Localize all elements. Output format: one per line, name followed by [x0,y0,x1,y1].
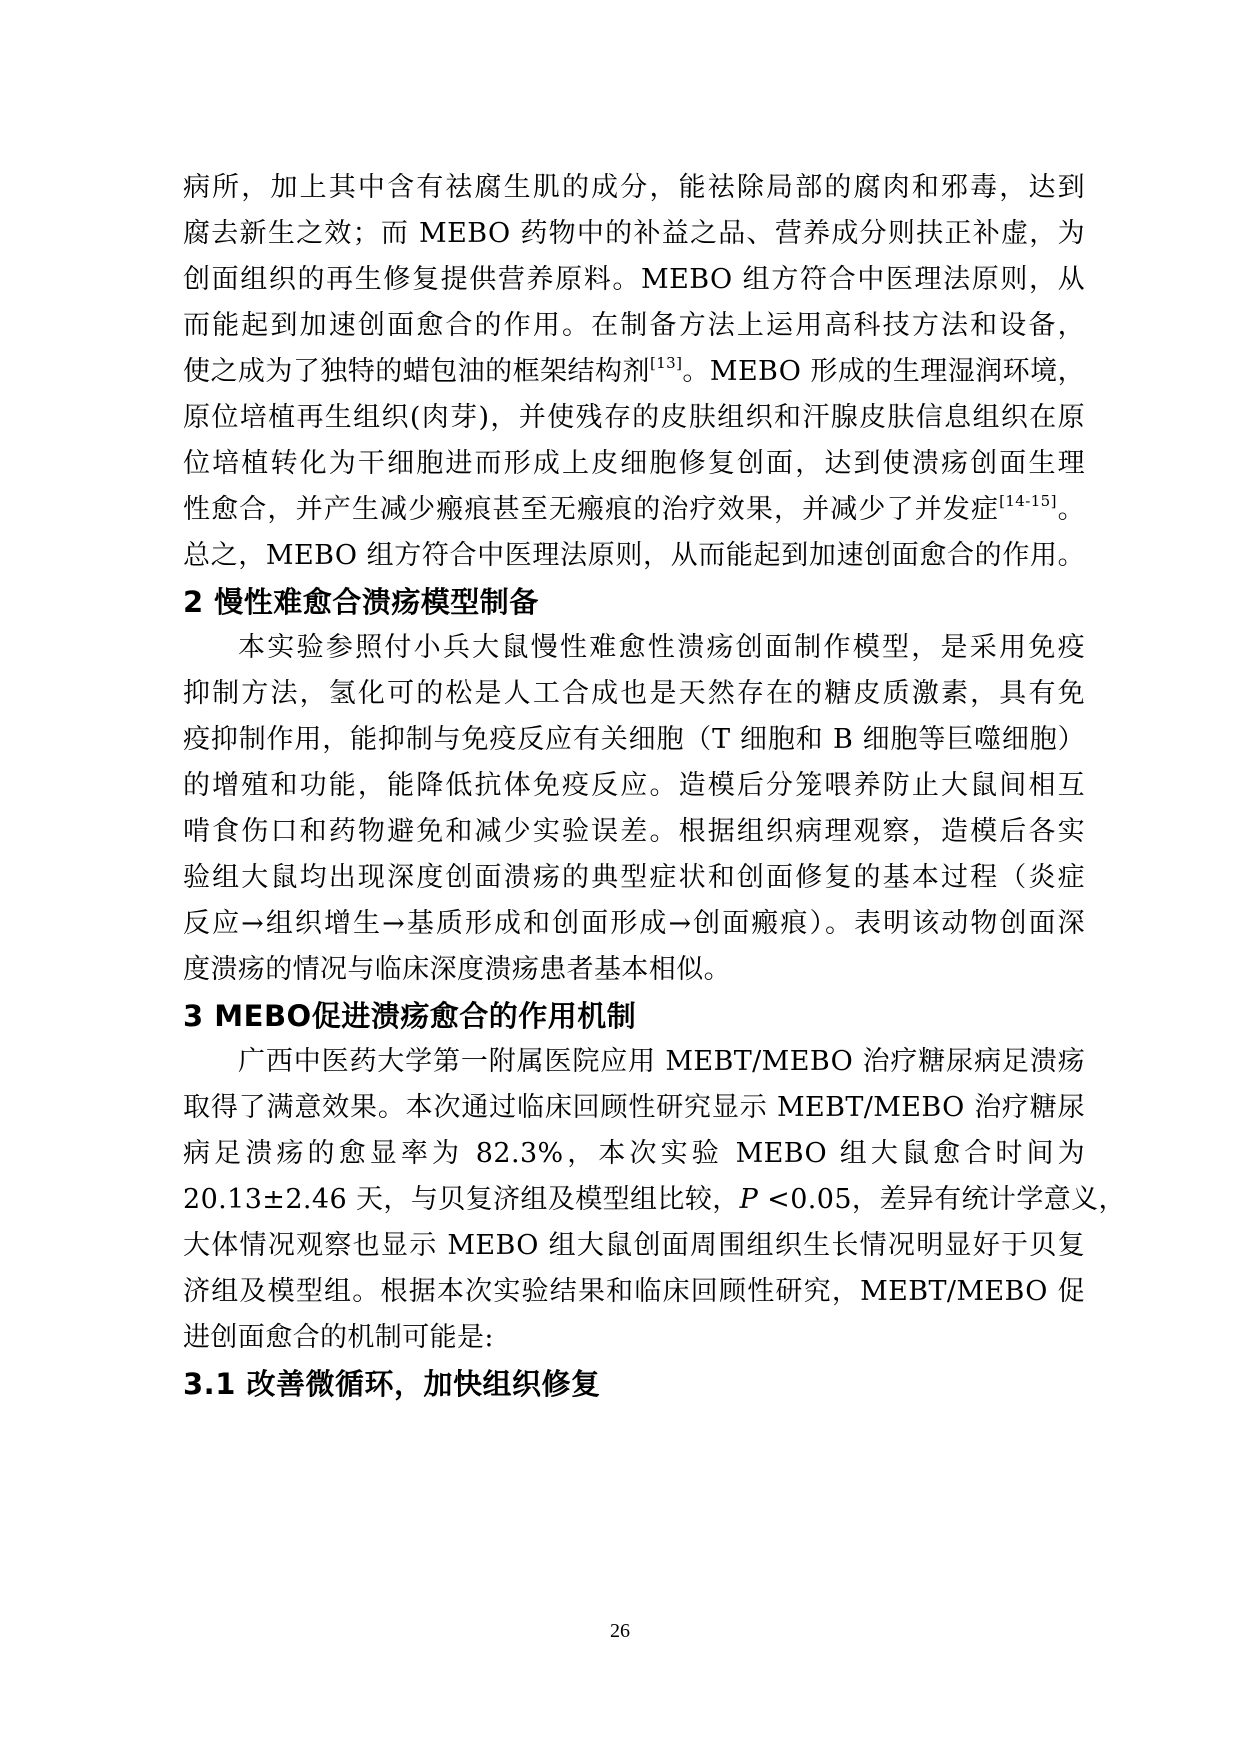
text-line: 腐去新生之效；而 MEBO 药物中的补益之品、营养成分则扶正补虚，为 [183,218,1085,249]
subsection-heading: 3.1 改善微循环，加快组织修复 [183,1367,601,1401]
citation-ref: [14-15] [999,492,1057,510]
text-segment: <0.05，差异有统计学意义， [758,1184,1126,1215]
text-line: 疫抑制作用，能抑制与免疫反应有关细胞（T 细胞和 B 细胞等巨噬细胞） [183,724,1085,755]
text-line: 的增殖和功能，能降低抗体免疫反应。造模后分笼喂养防止大鼠间相互 [183,770,1085,801]
text-line: 而能起到加速创面愈合的作用。在制备方法上运用高科技方法和设备， [183,310,1085,341]
text-line: 取得了满意效果。本次通过临床回顾性研究显示 MEBT/MEBO 治疗糖尿 [183,1092,1085,1123]
text-line: 创面组织的再生修复提供营养原料。MEBO 组方符合中医理法原则，从 [183,264,1085,295]
text-line: 验组大鼠均出现深度创面溃疡的典型症状和创面修复的基本过程（炎症 [183,862,1085,893]
text-line: 总之，MEBO 组方符合中医理法原则，从而能起到加速创面愈合的作用。 [183,540,1085,571]
citation-ref: [13] [649,354,683,372]
section-heading: 3 MEBO促进溃疡愈合的作用机制 [183,999,637,1033]
text-line: 抑制方法，氢化可的松是人工合成也是天然存在的糖皮质激素，具有免 [183,678,1085,709]
text-line: 原位培植再生组织(肉芽)，并使残存的皮肤组织和汗腺皮肤信息组织在原 [183,402,1085,433]
text-line: 反应→组织增生→基质形成和创面形成→创面瘢痕）。表明该动物创面深 [183,908,1085,939]
text-segment: 。 [1056,494,1085,525]
text-segment: 性愈合，并产生减少瘢痕甚至无瘢痕的治疗效果，并减少了并发症 [183,494,1000,525]
text-line [183,490,1085,532]
text-line: 济组及模型组。根据本次实验结果和临床回顾性研究，MEBT/MEBO 促 [183,1276,1085,1307]
text-line: 病所，加上其中含有祛腐生肌的成分，能祛除局部的腐肉和邪毒，达到 [183,172,1085,203]
text-line: 度溃疡的情况与临床深度溃疡患者基本相似。 [183,954,731,985]
text-line [183,1180,1126,1222]
text-line: 本实验参照付小兵大鼠慢性难愈性溃疡创面制作模型，是采用免疫 [238,632,1085,663]
text-line: 病足溃疡的愈显率为 82.3%，本次实验 MEBO 组大鼠愈合时间为 [183,1138,1085,1169]
p-symbol: P [739,1184,759,1215]
text-line: 进创面愈合的机制可能是: [183,1322,494,1353]
text-line: 大体情况观察也显示 MEBO 组大鼠创面周围组织生长情况明显好于贝复 [183,1230,1085,1261]
text-segment: 使之成为了独特的蜡包油的框架结构剂 [183,356,650,387]
page-number: 26 [610,1620,630,1642]
text-segment: 。MEBO 形成的生理湿润环境， [682,356,1085,387]
text-segment: 20.13±2.46 天，与贝复济组及模型组比较， [183,1184,740,1215]
text-line: 位培植转化为干细胞进而形成上皮细胞修复创面，达到使溃疡创面生理 [183,448,1085,479]
text-line [183,352,1085,394]
text-line: 啃食伤口和药物避免和减少实验误差。根据组织病理观察，造模后各实 [183,816,1085,847]
text-line: 广西中医药大学第一附属医院应用 MEBT/MEBO 治疗糖尿病足溃疡 [238,1046,1085,1077]
section-heading: 2 慢性难愈合溃疡模型制备 [183,585,539,619]
